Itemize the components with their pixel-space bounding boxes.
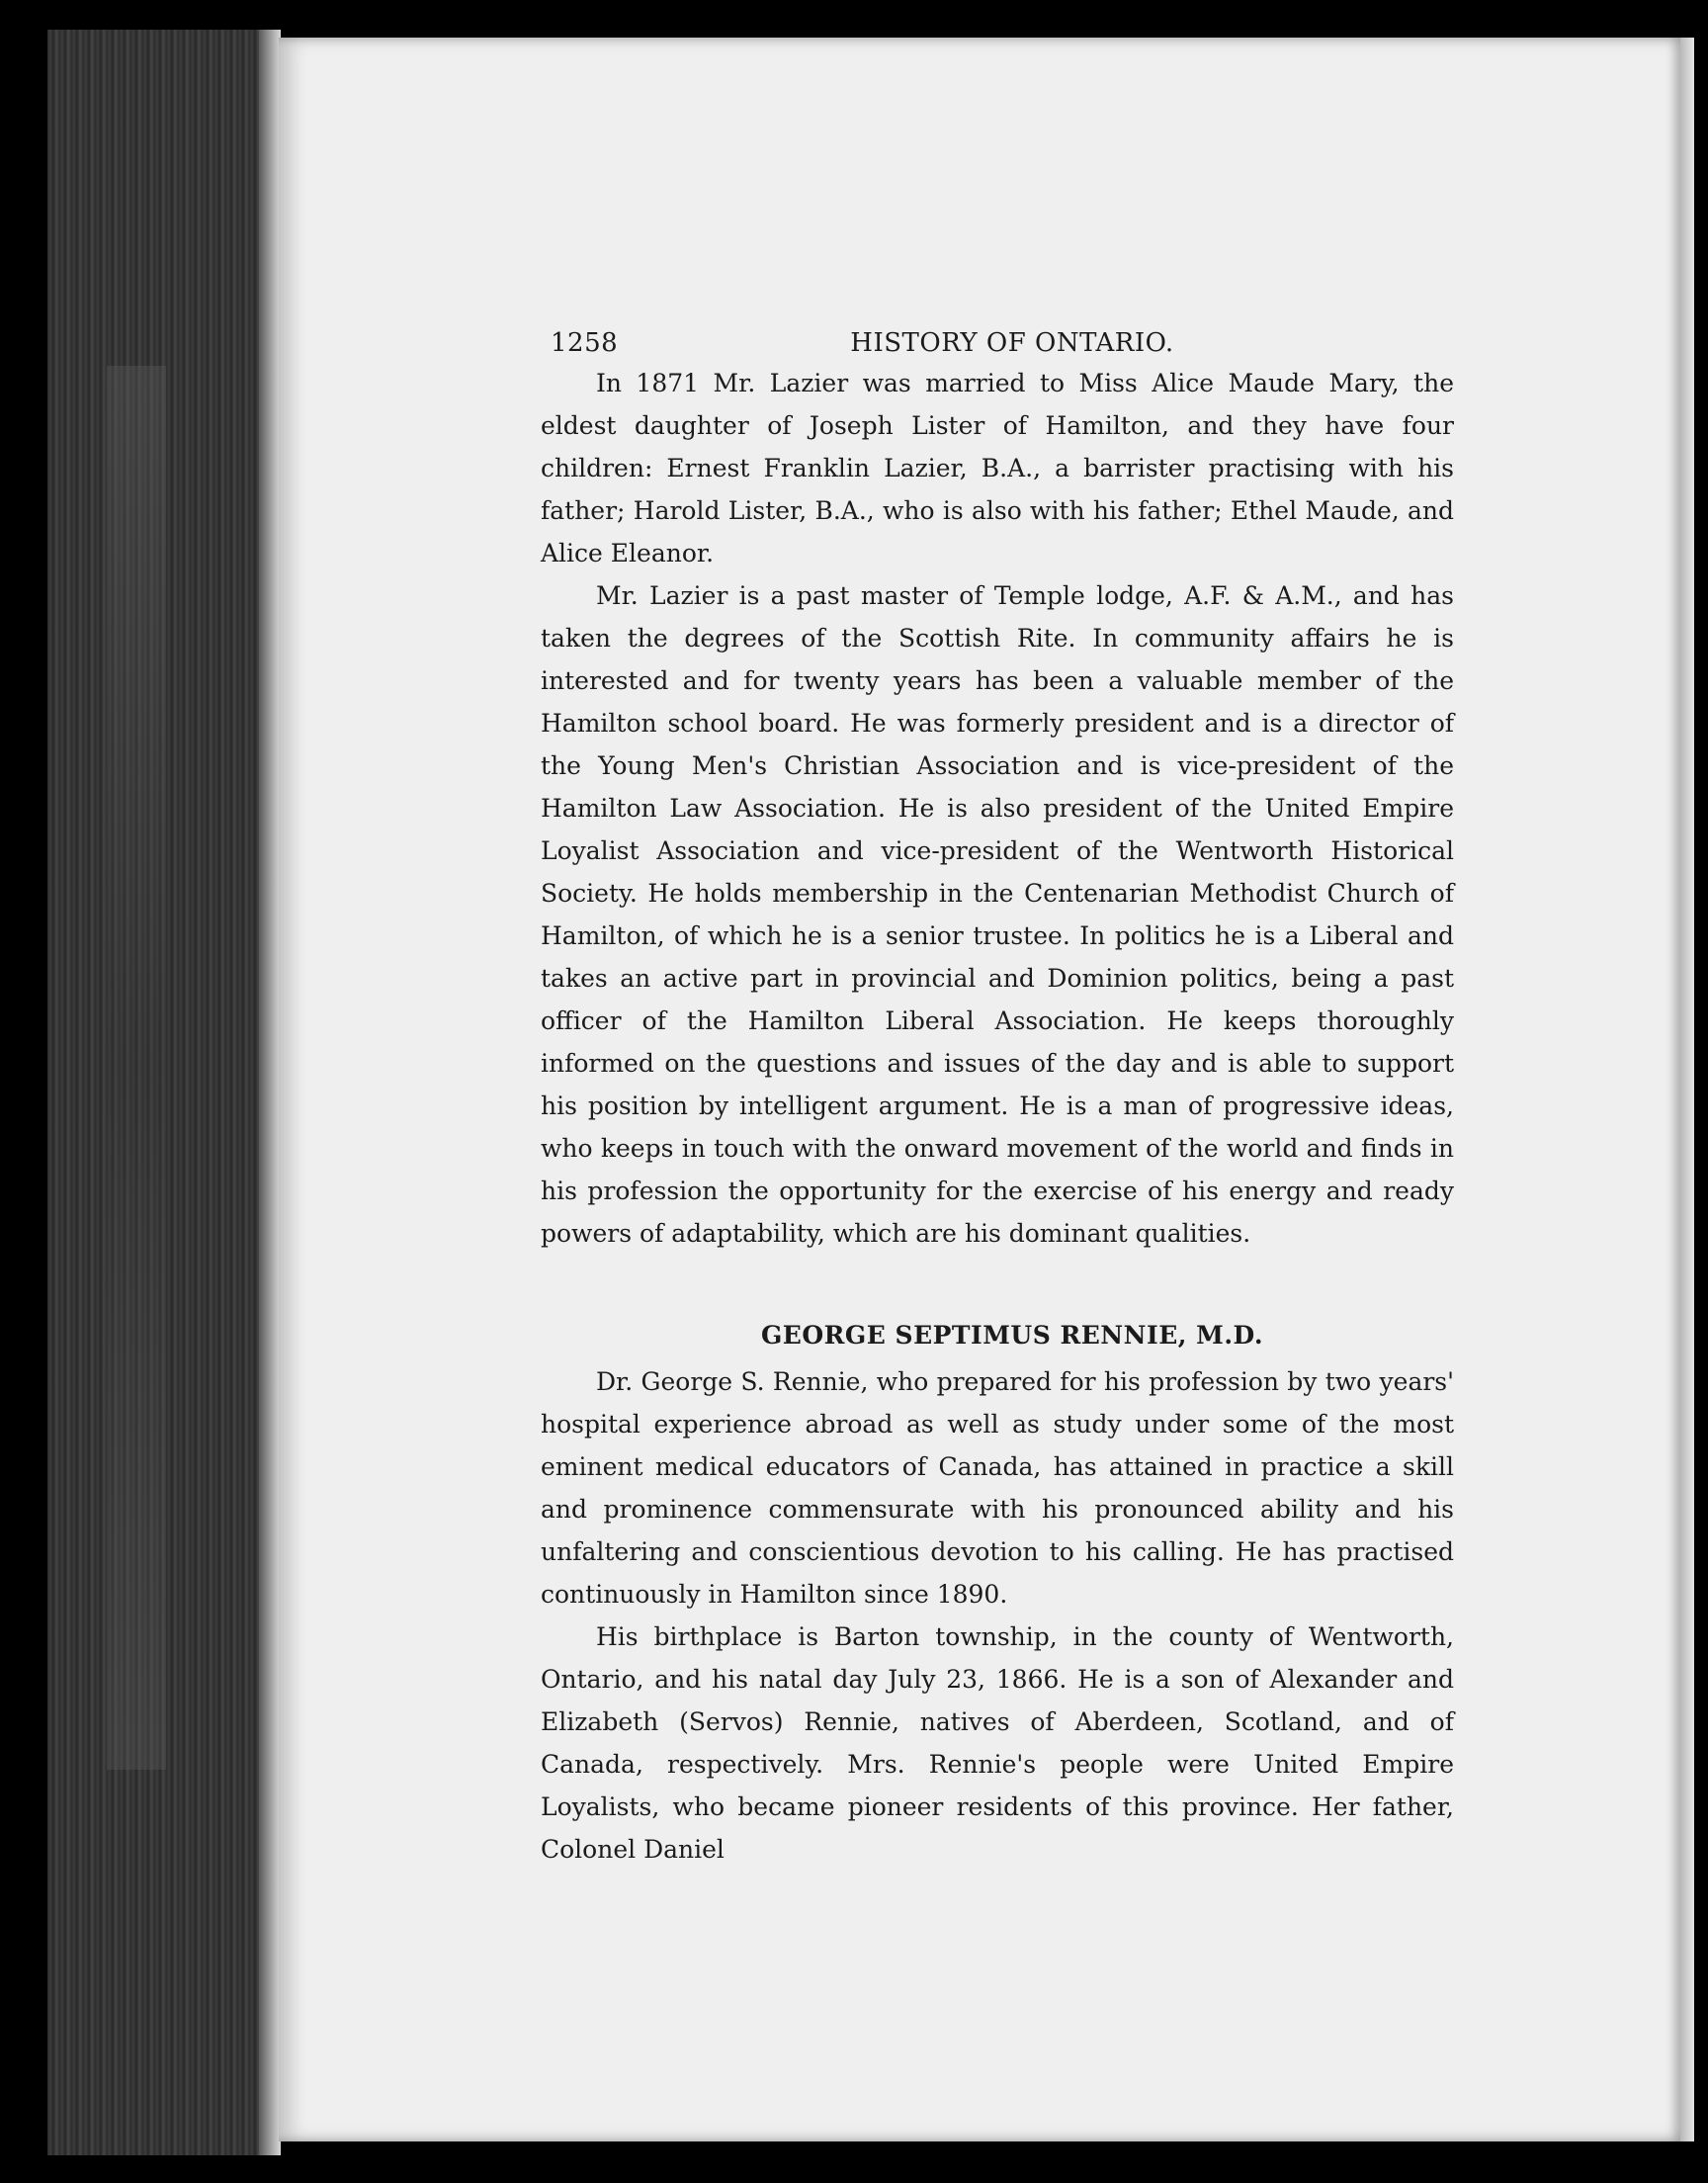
paragraph-affiliations: Mr. Lazier is a past master of Temple lodge, A.F. & A.M., and has taken the degrees of the Scottish Rite. In community affairs he is interested and for twenty years has been a valuable member of the Hamilton school board. He was formerly president and is a director of the Young Men's Christian Association and is vice-president of the Hamilton Law Association. He is also president of the United Empire Loyalist Association and vice-president of the Wentworth Historical Society. He holds membership in the Centenarian Methodist Church of Hamilton, of which he is a senior trustee. In politics he is a Liberal and takes an active part in provincial and Dominion politics, being a past officer of the Hamilton Liberal Association. He keeps thoroughly informed on the questions and issues of the day and is able to support his position by intelligent argument. He is a man of progressive ideas, who keeps in touch with the onward movement of the world and finds in his profession the opportunity for the exercise of his energy and ready powers of adaptability, which are his dominant qualities.: [541, 581, 1454, 1248]
section-heading: GEORGE SEPTIMUS RENNIE, M.D.: [760, 1321, 1264, 1350]
running-head: [541, 318, 1454, 358]
paragraph-rennie-profession: Dr. George S. Rennie, who prepared for his profession by two years' hospital experience abroad as well as study under some of the most eminent medical educators of Canada, has attained in practice a skill and prominence commensurate with his pronounced ability and his unfaltering and conscientious devotion to his calling. He has practised continuously in Hamilton since 1890.: [541, 1367, 1454, 1609]
paragraph-marriage: In 1871 Mr. Lazier was married to Miss Alice Maude Mary, the eldest daughter of Joseph Lister of Hamilton, and they have four children: Ernest Franklin Lazier, B.A., a barrister practising with his father; Harold Lister, B.A., who is also with his father; Ethel Maude, and Alice Eleanor.: [541, 369, 1454, 568]
paragraph-rennie-birth: His birthplace is Barton township, in the county of Wentworth, Ontario, and his natal day July 23, 1866. He is a son of Alexander and Elizabeth (Servos) Rennie, natives of Aberdeen, Scotland, and of Canada, respectively. Mrs. Rennie's people were United Empire Loyalists, who became pioneer residents of this province. Her father, Colonel Daniel: [541, 1622, 1454, 1864]
page-number: 1258: [551, 328, 619, 358]
page-text-block: [541, 318, 1454, 1871]
page-gutter: [259, 30, 281, 2155]
running-title: HISTORY OF ONTARIO.: [850, 328, 1174, 358]
book-fore-edge: [47, 30, 275, 2155]
page-edge-right: [1680, 38, 1694, 2141]
